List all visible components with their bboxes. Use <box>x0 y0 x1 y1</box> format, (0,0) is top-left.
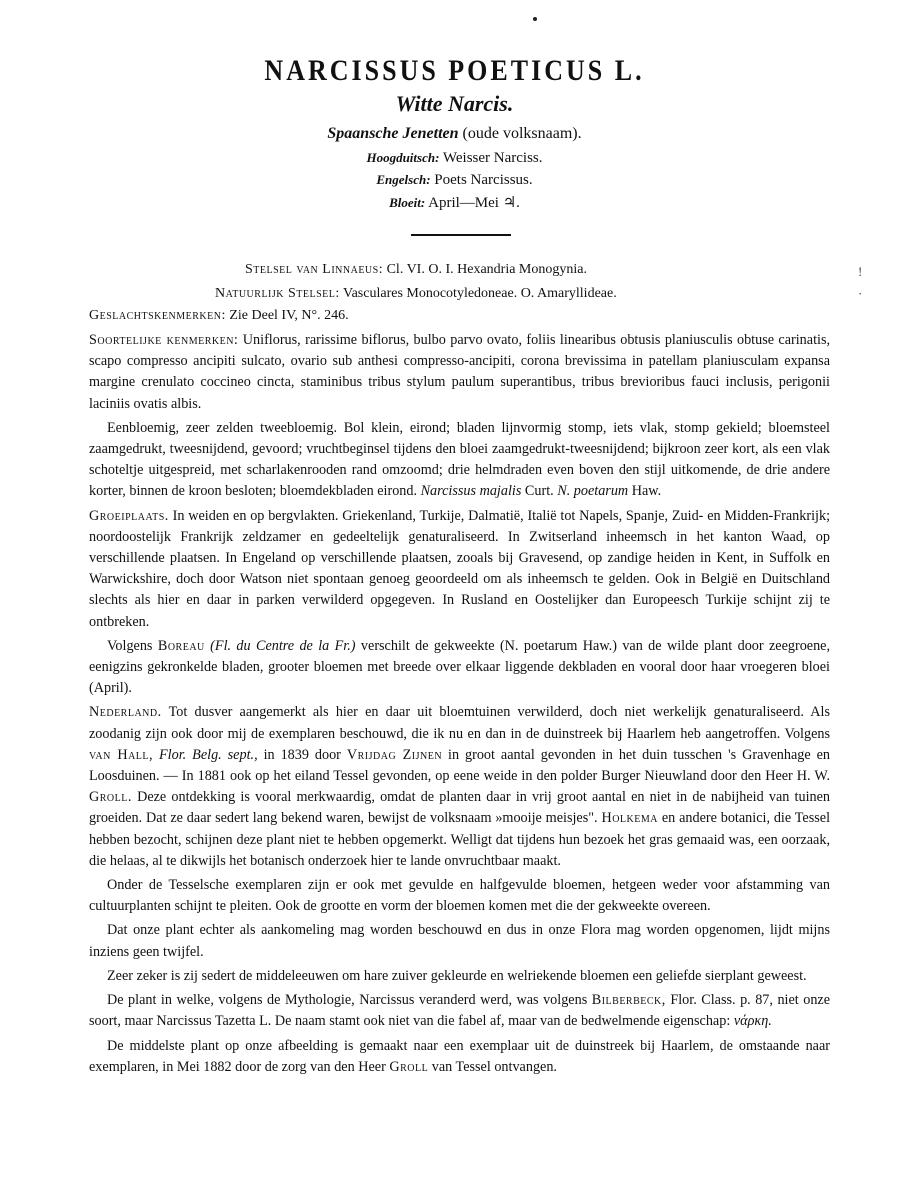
german-label: Hoogduitsch: <box>366 150 440 165</box>
folk-note: (oude volksnaam). <box>462 125 582 142</box>
reference: Flor. Belg. sept., <box>159 746 258 763</box>
genus-line <box>89 308 349 324</box>
title-divider <box>411 234 511 236</box>
synonym-author: Curt. <box>524 483 554 500</box>
paragraph-text: Volgens <box>107 637 153 654</box>
habitat-label: Groeiplaats. <box>89 507 169 524</box>
folk-name-line <box>0 123 909 145</box>
bloom-line <box>0 192 909 214</box>
paragraph-text: Flor. Class. p. 87, niet onze soort, maar Narcissus Tazetta L. De naam stamt ook niet van die fabel af, maar van de bedwelmende eigenschap: <box>89 992 831 1030</box>
german-name-line <box>0 147 909 169</box>
natural-system-line <box>215 286 617 302</box>
english-name-line <box>0 169 909 191</box>
paragraph: Onder de Tesselsche exemplaren zijn er ook met gevulde en halfgevulde bloemen, hetgeen weder voor afstamming van cultuurplanten schijnt te pleiten. Ook de grootte en vorm der bloemen komen met die der gekweekte overeen. <box>89 877 830 915</box>
author-name: Groll <box>389 1058 429 1075</box>
reference: (Fl. du Centre de la Fr.) <box>210 637 356 654</box>
margin-mark: ! <box>858 264 863 279</box>
dutch-diagnosis-text: Eenbloemig, zeer zelden tweebloemig. Bol klein, eirond; bladen lijnvormig stomp, iets vlak, stomp gekield; bloemsteel zaamgedrukt, tweesnijdend, gevoord; vruchtbeginsel tijdens den bloei zaamgedrukt-tweesnijdend; bijkroon zeer kort, als een vlak schoteltje uitgespreid, met scharlakenrooden rand omzoomd; drie helmdraden even boven den stijl uitkomende, de drie andere korter, binnen de kroon besloten; bloemdekbladen eirond. <box>89 419 830 500</box>
synonym-author: Haw. <box>631 483 662 500</box>
description-body <box>89 330 830 1081</box>
greek-word: νάρκη. <box>733 1013 772 1030</box>
german-value: Weisser Narciss. <box>442 150 543 166</box>
latin-diagnosis-text: Uniflorus, rarissime biflorus, bulbo parvo ovato, foliis linearibus obtusis planiusculis obtuse carinatis, scapo compresso ancipiti sulcato, ovario sub anthesi compresso-ancipiti, corona brevissima in patellam planiusculam expansa margine crenulato coccineo cincta, staminibus tribus stylum paulum superantibus, tribus brevioribus fauci inclusis, perigonii laciniis ovatis albis. <box>89 332 831 412</box>
species-title: NARCISSUS POETICUS L. <box>264 54 645 87</box>
author-name: Holkema <box>601 810 658 827</box>
genus-label: Geslachtskenmerken: <box>89 308 226 323</box>
linnaeus-line <box>245 262 587 278</box>
author-name: Groll. <box>89 789 132 806</box>
paragraph-text: van Tessel ontvangen. <box>431 1058 557 1075</box>
bloom-label: Bloeit: <box>389 195 426 210</box>
paragraph-text: Deze ontdekking is vooral merkwaardig, omdat de planten daar in vrij groot aantal en niet in de nabijheid van tuinen groeiden. Dat ze daar sedert lang bekend waren, bewijst de volksnaam »mooije meisjes". <box>89 789 831 827</box>
habitat-paragraph <box>89 506 830 633</box>
author-name: Boreau <box>157 637 205 654</box>
paragraph-text: verschilt de gekweekte (N. poetarum Haw.) van de wilde plant door zeegroene, eenigzins gekronkelde bladen, grooter bloemen met breede over elkaar liggende dekbladen en vooral door haar vroegeren bloei (April). <box>89 637 831 697</box>
natural-value: Vasculares Monocotyledoneae. O. Amaryllideae. <box>343 286 617 301</box>
paragraph-text: en andere botanici, die Tessel hebben bezocht, schijnen deze plant niet te hebben opgemerkt. Welligt dat tijdens hun bezoek het gras gemaaid was, een oorzaak, die helaas, al te dikwijls het botanisch onderzoek hier te lande onvruchtbaar maakt. <box>89 810 831 869</box>
mythology-paragraph <box>89 990 830 1032</box>
habitat-text: In weiden en op bergvlakten. Griekenland, Turkije, Dalmatië, Italië tot Napels, Spanje, Zuid- en Midden-Frankrijk; noordoostelijk Frankrijk zeldzamer en gedeeltelijk genaturaliseerd. In Zwitserland inheemsch in het kanton Waad, op verschillende plaatsen. In Engeland op verschillende plaatsen, zooals bij Gravesend, op zandige heiden in Kent, in Suffolk en Warwickshire, doch door Watson niet spontaan genoeg geoordeeld om als inheemsch te gelden. Ook in België en Duitschland slechts als hier en daar in parken verwilderd opgegeven. In Rusland en Oostelijker dan Europeesch Turkije schijnt zij te ontbreken. <box>89 507 831 630</box>
author-name: van Hall, <box>89 746 154 763</box>
linnaeus-label: Stelsel van Linnaeus: <box>245 262 384 277</box>
paragraph-text: in 1839 door <box>263 746 341 763</box>
paragraph-text: in groot aantal gevonden in het duin tusschen 's Gravenhage en Loosduinen. — In 1881 ook op het eiland Tessel gevonden, op eene weide in den polder Burger Nieuwland door den Heer H. W. <box>89 746 830 785</box>
author-name: Vrijdag Zijnen <box>346 746 443 763</box>
paragraph-text: Tot dusver aangemerkt als hier en daar uit bloemtuinen verwilderd, doch niet werkelijk genaturaliseerd. Als zoodanig zijn ook door mij de exemplaren beschouwd, die ik nu en dan in de duinstreek bij Haarlem heb aangetroffen. Volgens <box>89 704 830 742</box>
margin-mark: · <box>858 286 863 301</box>
paragraph: Dat onze plant echter als aankomeling mag worden beschouwd en dus in onze Flora mag worden opgenomen, lijdt mijns inziens geen twijfel. <box>89 922 830 960</box>
bloom-value: April—Mei ♃. <box>428 195 520 211</box>
paragraph: Zeer zeker is zij sedert de middeleeuwen om hare zuiver gekleurde en welriekende bloemen een geliefde sierplant geweest. <box>107 967 807 984</box>
english-value: Poets Narcissus. <box>434 172 533 188</box>
common-name: Witte Narcis. <box>395 91 514 116</box>
linnaeus-value: Cl. VI. O. I. Hexandria Monogynia. <box>386 262 587 277</box>
boreau-paragraph <box>89 636 830 700</box>
diagnosis-dutch <box>89 418 830 503</box>
english-label: Engelsch: <box>376 172 431 187</box>
natural-label: Natuurlijk Stelsel: <box>215 286 340 301</box>
paragraph-text: De plant in welke, volgens de Mythologie, Narcissus veranderd werd, was volgens <box>107 992 588 1009</box>
illustration-paragraph <box>89 1036 830 1078</box>
ink-dot <box>533 17 537 21</box>
diagnosis-latin <box>89 330 830 415</box>
synonym: N. poetarum <box>557 483 629 500</box>
synonym: Narcissus majalis <box>420 483 522 500</box>
netherlands-label: Nederland. <box>89 704 162 721</box>
species-characters-label: Soortelijke kenmerken: <box>89 332 239 348</box>
folk-name: Spaansche Jenetten <box>327 125 459 142</box>
genus-value: Zie Deel IV, N°. 246. <box>229 308 349 323</box>
author-name: Bilberbeck, <box>591 992 666 1009</box>
paragraph-text: De middelste plant op onze afbeelding is gemaakt naar een exemplaar uit de duinstreek bij Haarlem, de omstaande naar exemplaren, in Mei 1882 door de zorg van den Heer <box>89 1037 830 1075</box>
netherlands-paragraph <box>89 702 830 872</box>
